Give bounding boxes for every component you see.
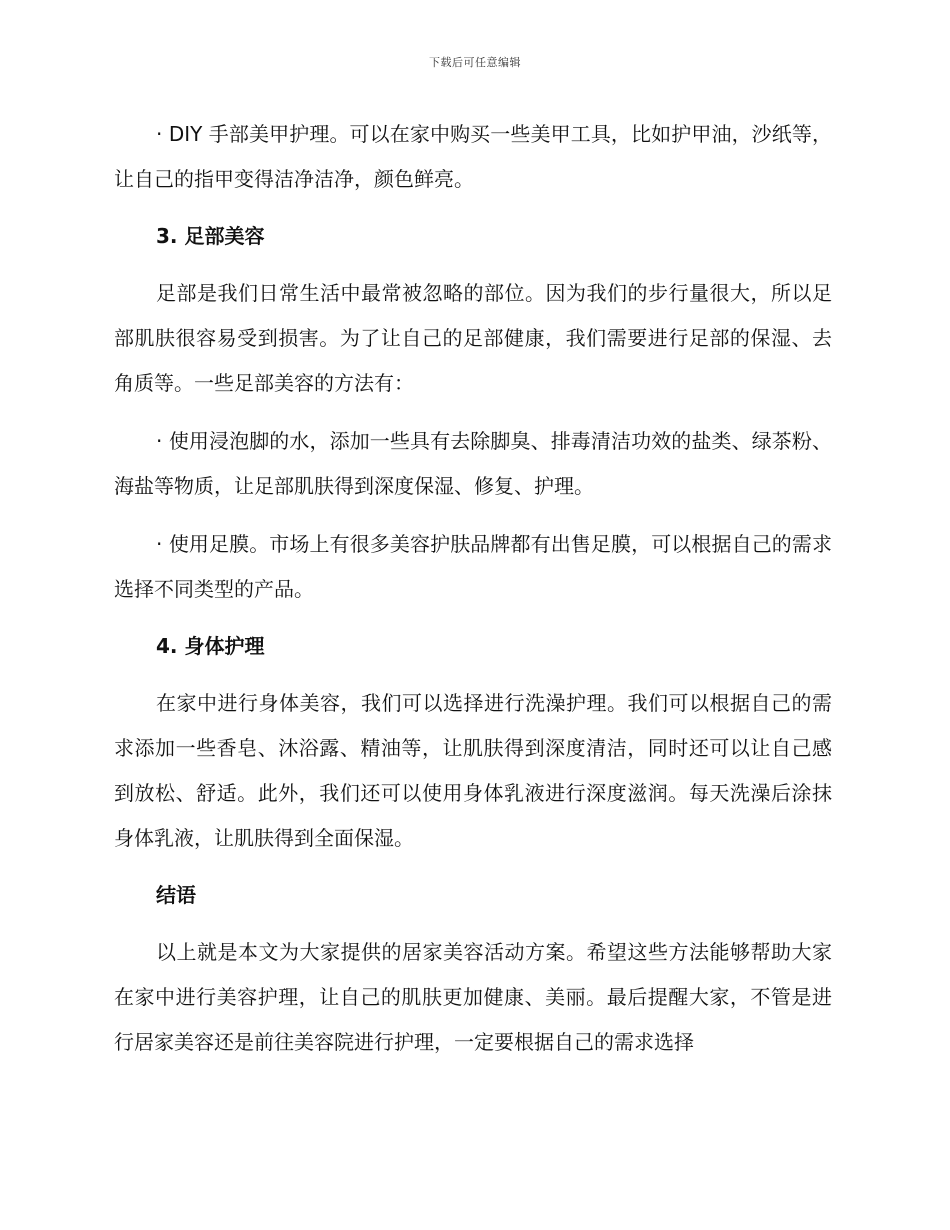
paragraph-diy-nail-care: · DIY 手部美甲护理。可以在家中购买一些美甲工具，比如护甲油，沙纸等，让自己的指甲变得洁净洁净，颜色鲜亮。 (114, 122, 832, 191)
paragraph-foot-soak: · 使用浸泡脚的水，添加一些具有去除脚臭、排毒清洁功效的盐类、绿茶粉、海盐等物质，让足部肌肤得到深度保湿、修复、护理。 (114, 429, 832, 498)
paragraph-conclusion: 以上就是本文为大家提供的居家美容活动方案。希望这些方法能够帮助大家在家中进行美容护理，让自己的肌肤更加健康、美丽。最后提醒大家，不管是进行居家美容还是前往美容院进行护理，一定要根据自己的需求选择 (114, 940, 832, 1054)
document-body (114, 112, 832, 1065)
paragraph-body-care: 在家中进行身体美容，我们可以选择进行洗澡护理。我们可以根据自己的需求添加一些香皂、沐浴露、精油等，让肌肤得到深度清洁，同时还可以让自己感到放松、舒适。此外，我们还可以使用身体乳液进行深度滋润。每天洗澡后涂抹身体乳液，让肌肤得到全面保湿。 (114, 691, 832, 850)
section-heading-foot-beauty: 3. 足部美容 (156, 224, 265, 248)
section-heading-conclusion: 结语 (156, 883, 196, 907)
paragraph-foot-mask: · 使用足膜。市场上有很多美容护肤品牌都有出售足膜，可以根据自己的需求选择不同类型的产品。 (114, 532, 832, 601)
page-header: 下载后可任意编辑 (429, 56, 521, 69)
paragraph-foot-intro: 足部是我们日常生活中最常被忽略的部位。因为我们的步行量很大，所以足部肌肤很容易受到损害。为了让自己的足部健康，我们需要进行足部的保湿、去角质等。一些足部美容的方法有： (114, 281, 832, 395)
section-heading-body-care: 4. 身体护理 (156, 634, 265, 658)
